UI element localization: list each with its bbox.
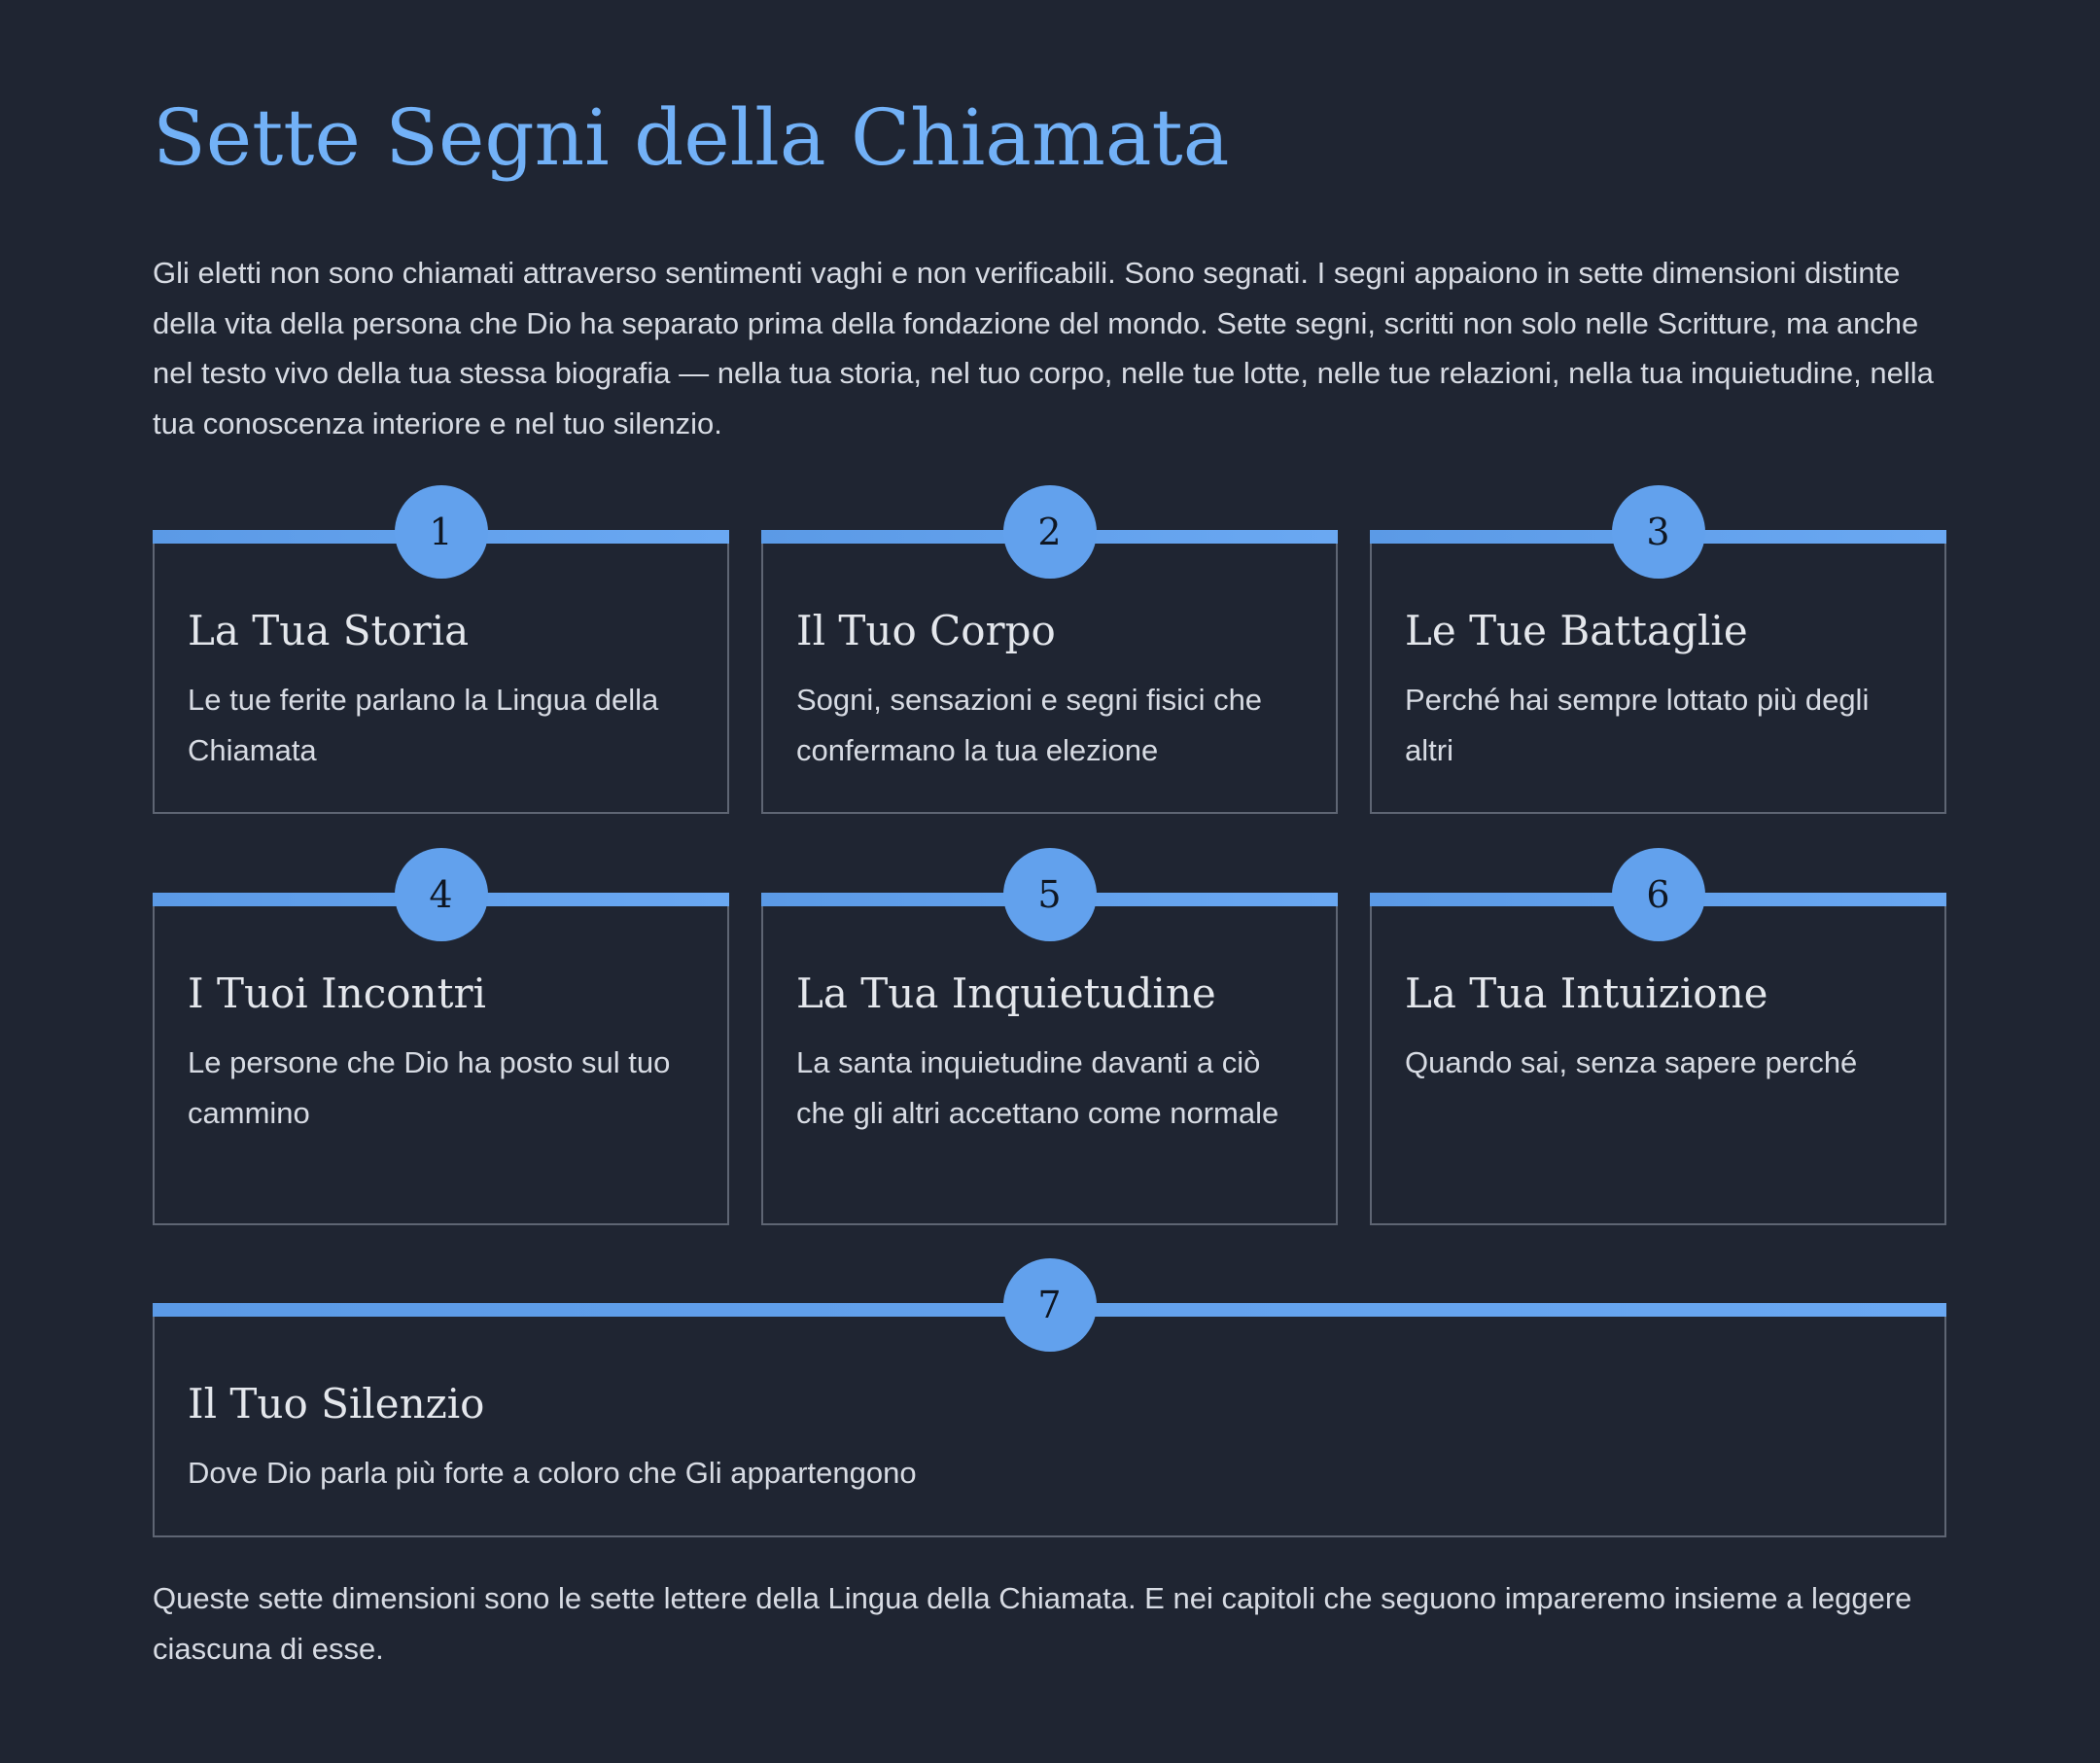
sign-title: La Tua Inquietudine	[796, 970, 1216, 1017]
sign-title: I Tuoi Incontri	[188, 970, 486, 1017]
sign-title: La Tua Storia	[188, 607, 470, 654]
closing-paragraph: Queste sette dimensioni sono le sette lettere della Lingua della Chiamata. E nei capitoli che seguono impareremo insieme a leggere ciascuna di esse.	[153, 1581, 1912, 1666]
sign-description: Le tue ferite parlano la Lingua della Chiamata	[188, 683, 659, 767]
sign-card-7	[153, 1284, 1946, 1537]
sign-card-1	[153, 511, 729, 814]
sign-description: La santa inquietudine davanti a ciò che gli altri accettano come normale	[796, 1045, 1279, 1130]
sign-description: Sogni, sensazioni e segni fisici che confermano la tua elezione	[796, 683, 1263, 767]
sign-card-2	[761, 511, 1338, 814]
sign-number-badge: 4	[395, 848, 488, 941]
sign-title: Le Tue Battaglie	[1405, 607, 1748, 654]
sign-description: Le persone che Dio ha posto sul tuo cammino	[188, 1045, 671, 1130]
sign-number-badge: 1	[395, 485, 488, 579]
sign-title: La Tua Intuizione	[1405, 970, 1768, 1017]
sign-number-badge: 6	[1612, 848, 1705, 941]
sign-number-badge: 7	[1003, 1258, 1097, 1352]
sign-number-badge: 5	[1003, 848, 1097, 941]
sign-card-4	[153, 873, 729, 1225]
sign-number-badge: 3	[1612, 485, 1705, 579]
sign-title: Il Tuo Silenzio	[188, 1380, 485, 1428]
sign-number-badge: 2	[1003, 485, 1097, 579]
page-title: Sette Segni della Chiamata	[153, 92, 1230, 183]
sign-card-5	[761, 873, 1338, 1225]
sign-title: Il Tuo Corpo	[796, 607, 1056, 654]
sign-description: Dove Dio parla più forte a coloro che Gli appartengono	[188, 1456, 917, 1490]
sign-card-6	[1370, 873, 1946, 1225]
sign-description: Perché hai sempre lottato più degli altri	[1405, 683, 1870, 767]
sign-card-3	[1370, 511, 1946, 814]
intro-paragraph: Gli eletti non sono chiamati attraverso sentimenti vaghi e non verificabili. Sono segnati. I segni appaiono in sette dimensioni distinte della vita della persona che Dio ha separato prima della fondazione del mondo. Sette segni, scritti non solo nelle Scritture, ma anche nel testo vivo della tua stessa biografia — nella tua storia, nel tuo corpo, nelle tue lotte, nelle tue relazioni, nella tua inquietudine, nella tua conoscenza interiore e nel tuo silenzio.	[153, 256, 1934, 441]
sign-description: Quando sai, senza sapere perché	[1405, 1045, 1858, 1079]
